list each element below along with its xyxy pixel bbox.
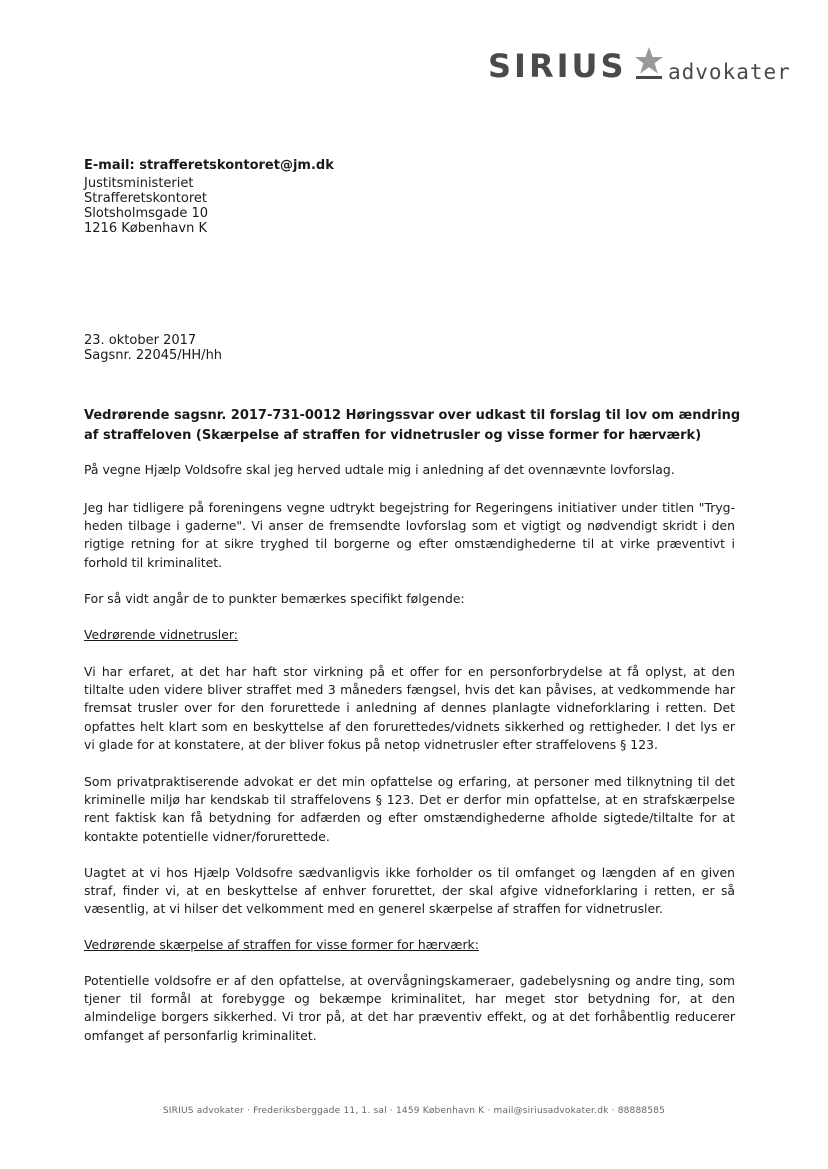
section-heading-vandalism: Vedrørende skærpelse af straffen for visse former for hærværk: xyxy=(84,937,479,952)
address-line: Slotsholmsgade 10 xyxy=(84,206,209,221)
star-icon xyxy=(634,46,664,80)
body-paragraph: Uagtet at vi hos Hjælp Voldsofre sædvanligvis ikke forholder os til omfanget og længden af en given straf, finder vi, at en beskyttelse af enhver forurettet, der skal afgive vidneforklaring i retten, er så væsentlig, at vi hilser det velkomment med en generel skærpelse af straffen for vidnetrusler. xyxy=(84,865,735,917)
body-paragraph: For så vidt angår de to punkter bemærkes specifikt følgende: xyxy=(84,591,465,606)
body-paragraph: Potentielle voldsofre er af den opfattelse, at overvågningskameraer, gadebelysning og andre ting, som tjener til formål at forebygge og bekæmpe kriminalitet, har meget stor betydning for, at den almindelige borgers sikkerhed. Vi tror på, at det har præventiv effekt, og at det forhåbentlig reducerer omfanget af personfarlig kriminalitet. xyxy=(84,973,735,1043)
recipient-address xyxy=(84,176,208,236)
address-line: Justitsministeriet xyxy=(84,176,194,191)
logo-suffix: advokater xyxy=(668,60,791,84)
letter-date: 23. oktober 2017 xyxy=(84,333,197,348)
letter-meta xyxy=(84,333,222,363)
logo-brand: SIRIUS xyxy=(488,47,627,85)
recipient-email: E-mail: strafferetskontoret@jm.dk xyxy=(84,158,334,173)
body-paragraph: Jeg har tidligere på foreningens vegne udtrykt begejstring for Regeringens initiativer under titlen "Tryg-heden tilbage i gaderne". Vi anser de fremsendte lovforslag som et vigtigt og nødvendigt skridt i den rigtige retning for at sikre tryghed til borgerne og efter omstændighederne til at virke præventivt i forhold til kriminalitet. xyxy=(84,500,735,570)
section-heading-witness-threats: Vedrørende vidnetrusler: xyxy=(84,627,238,642)
body-paragraph: Vi har erfaret, at det har haft stor virkning på et offer for en personforbrydelse at få oplyst, at den tiltalte uden videre bliver straffet med 3 måneders fængsel, hvis det kan påvises, at vedkommende har fremsat trusler over for den forurettede i anledning af dennes planlagte vidneforklaring i retten. Det opfattes helt klart som en beskyttelse af den forurettedes/vidnets sikkerhed og rettigheder. I det lys er vi glade for at konstatere, at der bliver fokus på netop vidnetrusler efter straffelovens § 123. xyxy=(84,664,735,752)
address-line: 1216 København K xyxy=(84,221,207,236)
body-paragraph: Som privatpraktiserende advokat er det min opfattelse og erfaring, at personer med tilknytning til det kriminelle miljø har kendskab til straffelovens § 123. Det er derfor min opfattelse, at en strafskærpelse rent faktisk kan få betydning for adfærden og efter omstændighederne afholde sigtede/tiltalte for at kontakte potentielle vidner/forurettede. xyxy=(84,774,735,844)
case-number: Sagsnr. 22045/HH/hh xyxy=(84,348,223,363)
letterhead-logo xyxy=(488,46,791,90)
subject-line: Vedrørende sagsnr. 2017-731-0012 Høringssvar over udkast til forslag til lov om ændring af straffeloven (Skærpelse af straffen for vidnetrusler og visse former for hærværk) xyxy=(84,408,741,443)
page-footer: SIRIUS advokater · Frederiksberggade 11, 1. sal · 1459 København K · mail@siriusadvokater.dk · 88888585 xyxy=(162,1106,666,1116)
body-paragraph: På vegne Hjælp Voldsofre skal jeg herved udtale mig i anledning af det ovennævnte lovforslag. xyxy=(84,462,675,477)
address-line: Strafferetskontoret xyxy=(84,191,208,206)
